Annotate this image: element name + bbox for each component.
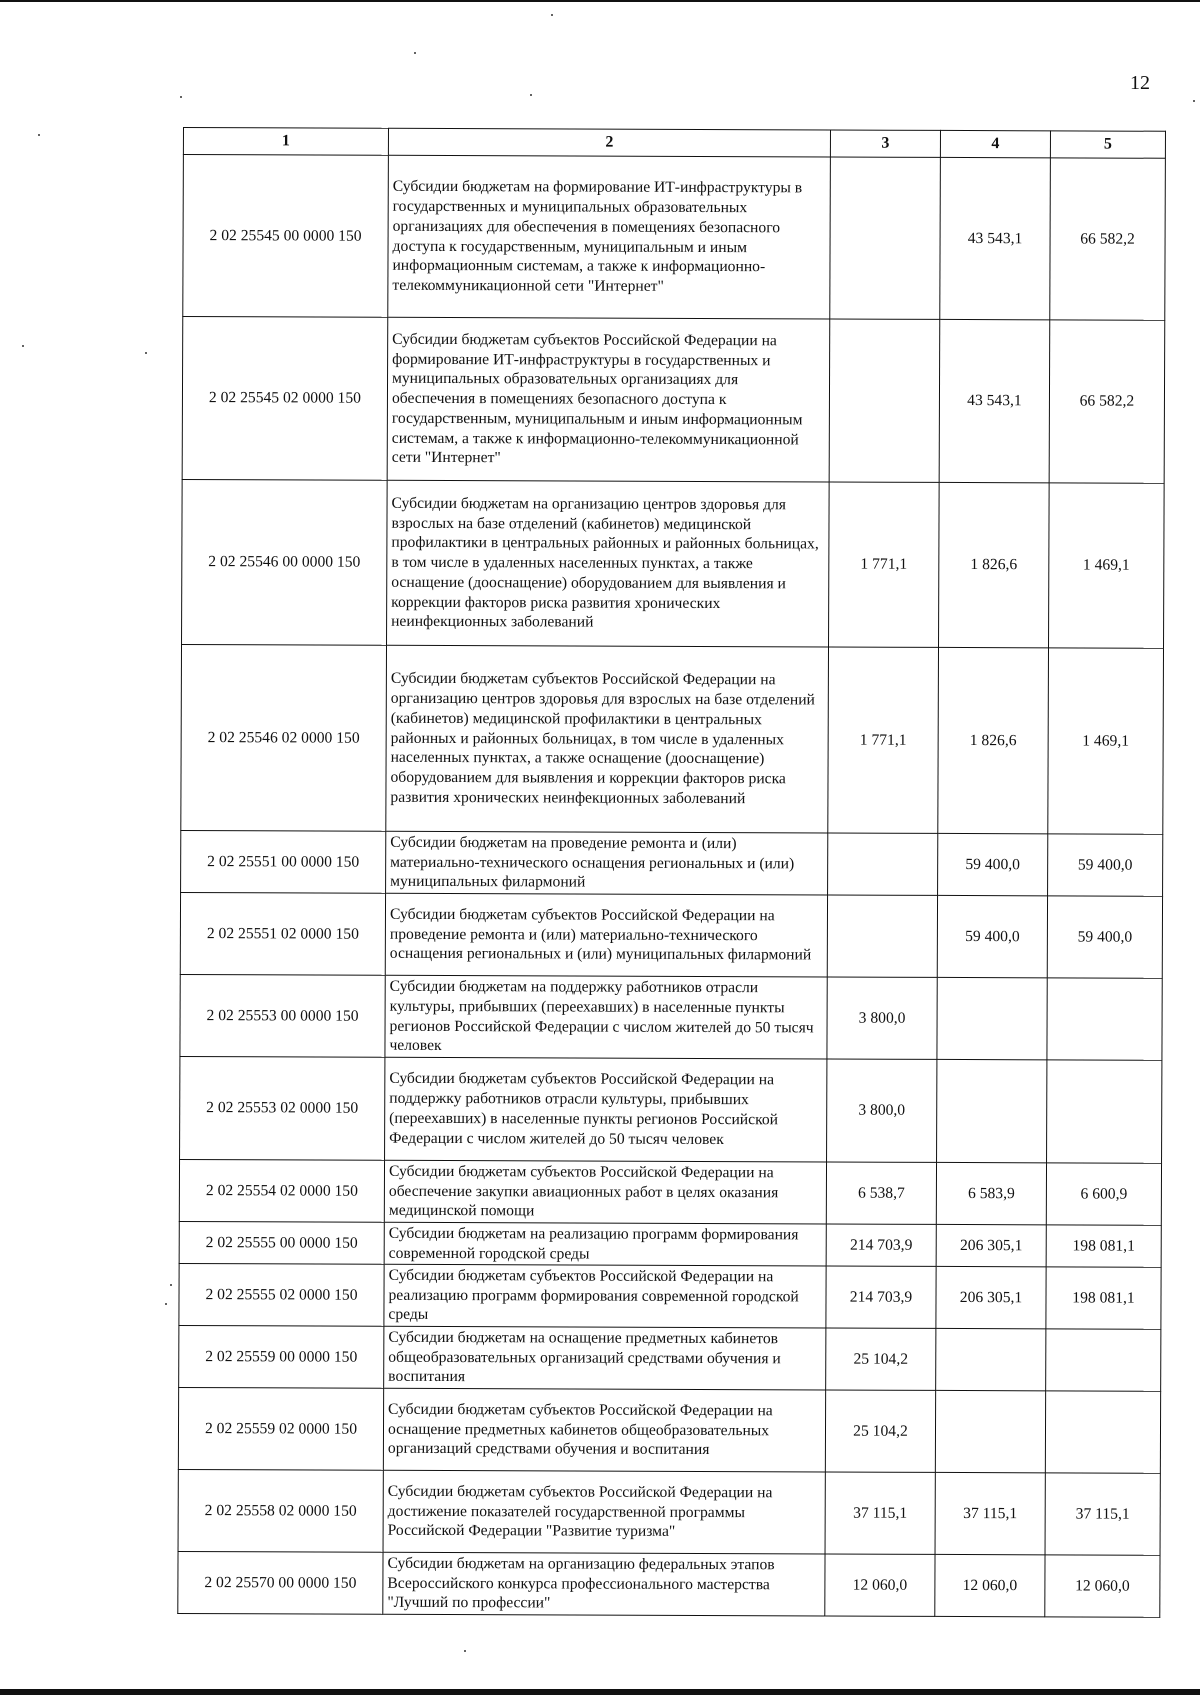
amount-col3-cell: 1 771,1: [828, 647, 939, 833]
amount-col4-cell: 1 826,6: [938, 647, 1049, 833]
budget-code-cell: 2 02 25546 02 0000 150: [181, 644, 387, 831]
amount-col3-cell: 25 104,2: [825, 1390, 935, 1472]
budget-code-cell: 2 02 25555 00 0000 150: [179, 1221, 384, 1264]
table-row: [179, 1159, 1161, 1225]
table-row: [181, 830, 1163, 896]
description-cell: Субсидии бюджетам субъектов Российской Федерации на организацию центров здоровья для взрослых на базе отделений (кабинетов) медицинской профилактики в центральных районных и районных больницах, в том числе в удаленных населенных пунктах, а также оснащение (дооснащение) оборудованием для выявления и коррекции факторов риска развития хронических неинфекционных заболеваний: [386, 645, 829, 833]
amount-col5-cell: 198 081,1: [1046, 1225, 1161, 1267]
budget-code-cell: 2 02 25553 02 0000 150: [180, 1056, 385, 1160]
amount-col4-cell: 59 400,0: [937, 895, 1047, 977]
amount-col3-cell: 12 060,0: [825, 1554, 935, 1616]
budget-table: [177, 127, 1166, 1618]
amount-col4-cell: 12 060,0: [935, 1554, 1045, 1616]
table-row: [178, 1551, 1160, 1617]
amount-col4-cell: 43 543,1: [940, 157, 1051, 319]
amount-col4-cell: 206 305,1: [936, 1266, 1046, 1328]
column-header-3: 3: [830, 130, 940, 157]
header-row: [183, 128, 1165, 159]
budget-code-cell: 2 02 25559 00 0000 150: [179, 1325, 384, 1388]
amount-col5-cell: [1047, 978, 1162, 1060]
amount-col5-cell: 59 400,0: [1048, 834, 1163, 896]
budget-code-cell: 2 02 25554 02 0000 150: [179, 1159, 384, 1222]
amount-col4-cell: 43 543,1: [939, 319, 1050, 482]
amount-col5-cell: 12 060,0: [1045, 1555, 1160, 1617]
amount-col4-cell: 6 583,9: [936, 1162, 1046, 1224]
scan-top-edge: [0, 0, 1200, 2]
description-cell: Субсидии бюджетам субъектов Российской Федерации на проведение ремонта и (или) материально-технического оснащения региональных и (или) муниципальных филармоний: [385, 893, 827, 977]
scan-speck: [170, 1284, 172, 1286]
amount-col3-cell: 214 703,9: [826, 1224, 936, 1266]
scan-speck: [22, 345, 24, 347]
amount-col3-cell: 214 703,9: [826, 1266, 936, 1328]
amount-col4-cell: [937, 1059, 1047, 1162]
scan-speck: [414, 52, 416, 54]
amount-col5-cell: 1 469,1: [1049, 483, 1165, 648]
amount-col5-cell: 66 582,2: [1050, 158, 1166, 320]
scan-speck: [1193, 100, 1195, 102]
table-row: [180, 1056, 1162, 1163]
description-cell: Субсидии бюджетам на проведение ремонта и (или) материально-технического оснащения региональных и (или) муниципальных филармоний: [386, 831, 828, 895]
scan-speck: [551, 14, 553, 16]
description-cell: Субсидии бюджетам субъектов Российской Федерации на поддержку работников отрасли культуры, прибывших (переехавших) в населенные пункты регионов Российской Федерации с числом жителей до 50 тысяч человек: [385, 1057, 827, 1162]
amount-col5-cell: 6 600,9: [1046, 1163, 1161, 1225]
amount-col5-cell: [1045, 1391, 1160, 1473]
amount-col3-cell: [828, 833, 938, 895]
table-row: [178, 1387, 1160, 1473]
amount-col5-cell: [1047, 1060, 1162, 1163]
table-row: [179, 1263, 1161, 1329]
column-header-5: 5: [1050, 131, 1165, 158]
amount-col5-cell: 66 582,2: [1049, 320, 1165, 483]
amount-col3-cell: 1 771,1: [829, 482, 940, 647]
amount-col4-cell: [935, 1390, 1045, 1472]
amount-col3-cell: 37 115,1: [825, 1472, 935, 1554]
description-cell: Субсидии бюджетам на поддержку работников отрасли культуры, прибывших (переехавших) в населенные пункты регионов Российской Федерации с числом жителей до 50 тысяч человек: [385, 975, 827, 1059]
description-cell: Субсидии бюджетам субъектов Российской Федерации на оснащение предметных кабинетов общеобразовательных организаций средствами обучения и воспитания: [383, 1388, 825, 1472]
budget-code-cell: 2 02 25551 00 0000 150: [181, 830, 386, 893]
amount-col3-cell: [829, 319, 940, 482]
column-header-1: 1: [183, 128, 388, 156]
table-row: [179, 1221, 1161, 1267]
scan-speck: [180, 96, 182, 98]
amount-col4-cell: 1 826,6: [939, 482, 1050, 647]
amount-col4-cell: [937, 977, 1047, 1059]
description-cell: Субсидии бюджетам субъектов Российской Федерации на обеспечение закупки авиационных работ в целях оказания медицинской помощи: [384, 1160, 826, 1224]
amount-col5-cell: 59 400,0: [1047, 896, 1162, 978]
budget-code-cell: 2 02 25551 02 0000 150: [180, 892, 385, 975]
scan-speck: [464, 1650, 466, 1652]
budget-code-cell: 2 02 25545 02 0000 150: [182, 317, 388, 481]
amount-col3-cell: 25 104,2: [826, 1328, 936, 1390]
description-cell: Субсидии бюджетам на формирование ИТ-инфраструктуры в государственных и муниципальных образовательных организациях для обеспечения в помещениях безопасного доступа к государственным, муниципальным и иным информационным системам, а также к информационно-телекоммуникационной сети "Интернет": [388, 155, 831, 319]
column-header-2: 2: [388, 128, 830, 157]
amount-col3-cell: [830, 157, 941, 319]
table-row: [178, 1469, 1160, 1555]
description-cell: Субсидии бюджетам субъектов Российской Федерации на формирование ИТ-инфраструктуры в государственных и муниципальных образовательных организациях для обеспечения в помещениях безопасного доступа к государственным, муниципальным и иным информационным системам, а также к информационно-телекоммуникационной сети "Интернет": [387, 317, 830, 482]
amount-col4-cell: 37 115,1: [935, 1472, 1045, 1554]
description-cell: Субсидии бюджетам на организацию федеральных этапов Всероссийского конкурса профессионального мастерства "Лучший по профессии": [383, 1552, 825, 1616]
budget-code-cell: 2 02 25570 00 0000 150: [178, 1551, 383, 1614]
table-row: [183, 155, 1166, 321]
amount-col5-cell: [1046, 1329, 1161, 1391]
amount-col5-cell: 198 081,1: [1046, 1267, 1161, 1329]
column-header-4: 4: [940, 130, 1050, 157]
description-cell: Субсидии бюджетам субъектов Российской Федерации на достижение показателей государственной программы Российской Федерации "Развитие туризма": [383, 1470, 825, 1554]
budget-code-cell: 2 02 25553 00 0000 150: [180, 974, 385, 1057]
budget-code-cell: 2 02 25558 02 0000 150: [178, 1469, 383, 1552]
description-cell: Субсидии бюджетам на реализацию программ формирования современной городской среды: [384, 1222, 826, 1266]
budget-code-cell: 2 02 25555 02 0000 150: [179, 1263, 384, 1326]
table-row: [182, 317, 1165, 484]
page-number: 12: [1130, 72, 1150, 94]
scan-speck: [530, 94, 532, 96]
amount-col5-cell: 1 469,1: [1048, 648, 1164, 834]
budget-code-cell: 2 02 25545 00 0000 150: [183, 155, 389, 318]
scan-speck: [145, 352, 147, 354]
scan-speck: [165, 1303, 167, 1305]
description-cell: Субсидии бюджетам на оснащение предметных кабинетов общеобразовательных организаций средствами обучения и воспитания: [384, 1326, 826, 1390]
amount-col4-cell: 206 305,1: [936, 1224, 1046, 1266]
table-row: [182, 479, 1165, 648]
table-row: [180, 892, 1162, 978]
amount-col3-cell: 6 538,7: [826, 1162, 936, 1224]
amount-col3-cell: 3 800,0: [827, 977, 937, 1059]
budget-code-cell: 2 02 25546 00 0000 150: [182, 479, 388, 645]
budget-code-cell: 2 02 25559 02 0000 150: [178, 1387, 383, 1470]
description-cell: Субсидии бюджетам на организацию центров здоровья для взрослых на базе отделений (кабинетов) медицинской профилактики в центральных районных и районных больницах, в том числе в удаленных населенных пунктах, а также оснащение (дооснащение) оборудованием для выявления и коррекции факторов риска развития хронических неинфекционных заболеваний: [387, 480, 830, 647]
amount-col3-cell: 3 800,0: [827, 1059, 937, 1162]
amount-col3-cell: [827, 895, 937, 977]
amount-col5-cell: 37 115,1: [1045, 1473, 1160, 1555]
table-row: [179, 1325, 1161, 1391]
description-cell: Субсидии бюджетам субъектов Российской Федерации на реализацию программ формирования современной городской среды: [384, 1264, 826, 1328]
amount-col4-cell: 59 400,0: [938, 833, 1048, 895]
table-row: [181, 644, 1164, 834]
scan-bottom-edge: [0, 1689, 1200, 1695]
scan-speck: [38, 134, 40, 136]
amount-col4-cell: [936, 1328, 1046, 1390]
table-row: [180, 974, 1162, 1060]
